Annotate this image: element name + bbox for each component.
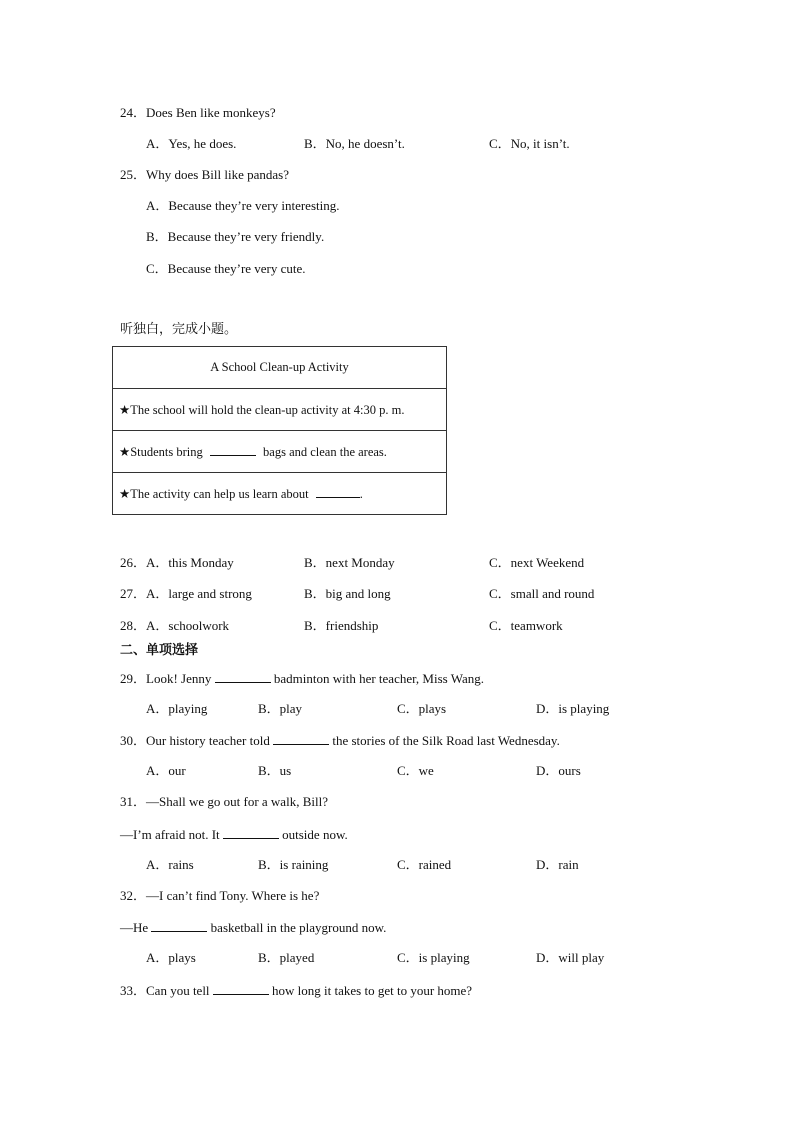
notice-row-learn [113,473,447,515]
notice-row-time: ★The school will hold the clean-up activity at 4:30 p. m. [113,389,447,431]
q31-option-a: A．rains [146,857,194,872]
q28-option-c: C．teamwork [489,618,563,633]
q32-option-b: B．played [258,950,315,965]
q32-blank [151,919,207,932]
q32-reply-b: basketball in the playground now. [210,920,387,935]
q24-option-c: C．No, it isn’t. [489,136,570,151]
notice-row-learn-text-a: ★The activity can help us learn about [119,487,309,501]
q28-option-b: B．friendship [304,618,379,633]
q29-option-a: A．playing [146,701,208,716]
q32-reply [120,919,386,936]
notice-row-bags [113,431,447,473]
q27-option-c: C．small and round [489,586,595,601]
q25-option-c: C．Because they’re very cute. [146,261,306,276]
notice-title: A School Clean-up Activity [113,347,447,389]
q26-option-a: A．this Monday [146,555,234,570]
question-28 [120,618,229,634]
notice-blank-1 [210,443,256,456]
question-24: 24．Does Ben like monkeys? [120,105,276,120]
q26-option-c: C．next Weekend [489,555,585,570]
question-25: 25．Why does Bill like pandas? [120,167,289,182]
q30-option-c: C．we [397,763,434,778]
q31-option-c: C．rained [397,857,452,872]
question-29 [120,670,484,687]
notice-blank-2 [316,485,360,498]
question-27 [120,586,252,602]
q32-option-c: C．is playing [397,950,470,965]
q31-option-d: D．rain [536,857,579,872]
q24-option-a: A．Yes, he does. [146,136,237,151]
q30-stem-b: the stories of the Silk Road last Wednesday. [332,733,560,748]
q33-stem-a: 33．Can you tell [120,983,210,998]
question-26 [120,555,234,571]
q30-stem-a: 30．Our history teacher told [120,733,270,748]
q31-reply [120,826,348,843]
listening-section-heading: 听独白，完成小题。 [120,322,238,337]
q27-number: 27． [120,586,147,601]
q27-option-b: B．big and long [304,586,391,601]
question-31: 31．—Shall we go out for a walk, Bill? [120,794,328,809]
notice-row-bags-text-a: ★Students bring [119,445,203,459]
q33-blank [213,982,269,995]
notice-row-bags-text-b: bags and clean the areas. [263,445,387,459]
section-two-heading: 二、单项选择 [120,643,199,658]
q24-option-b: B．No, he doesn’t. [304,136,405,151]
q32-option-d: D．will play [536,950,605,965]
question-33 [120,982,472,999]
q32-reply-a: —He [120,920,149,935]
question-32: 32．—I can’t find Tony. Where is he? [120,888,320,903]
q27-option-a: A．large and strong [146,586,252,601]
q30-blank [273,732,329,745]
q26-number: 26． [120,555,147,570]
q25-option-a: A．Because they’re very interesting. [146,198,340,213]
q31-option-b: B．is raining [258,857,329,872]
q31-reply-a: —I’m afraid not. It [120,827,220,842]
notice-table [112,346,447,515]
q29-stem-b: badminton with her teacher, Miss Wang. [273,671,484,686]
q29-stem-a: 29．Look! Jenny [120,671,212,686]
q31-reply-b: outside now. [282,827,348,842]
q29-blank [215,670,271,683]
q29-option-d: D．is playing [536,701,610,716]
q28-option-a: A．schoolwork [146,618,230,633]
q32-option-a: A．plays [146,950,196,965]
q30-option-b: B．us [258,763,292,778]
notice-row-learn-text-b: . [359,487,363,501]
q31-blank [223,826,279,839]
q30-option-d: D．ours [536,763,581,778]
q30-option-a: A．our [146,763,186,778]
question-30 [120,732,560,749]
q25-option-b: B．Because they’re very friendly. [146,229,325,244]
q33-stem-b: how long it takes to get to your home? [272,983,473,998]
q26-option-b: B．next Monday [304,555,395,570]
q29-option-c: C．plays [397,701,447,716]
q29-option-b: B．play [258,701,303,716]
q28-number: 28． [120,618,147,633]
